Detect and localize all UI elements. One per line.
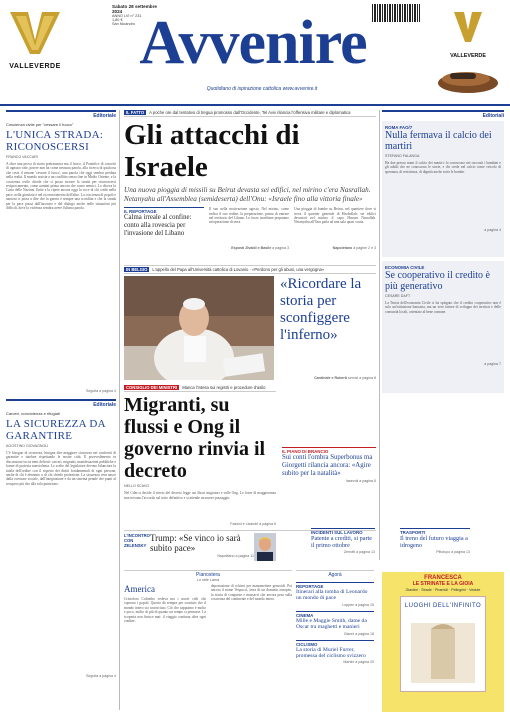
agora-item-2[interactable] [296,611,374,636]
credito-page[interactable]: a pagina 7 [484,362,501,366]
book-cover-art-icon [401,619,485,689]
agora-section [296,570,374,664]
trasporti-page[interactable]: Pittolupo a pagina 13 [436,550,470,554]
lead-right-byline [294,246,376,250]
lead-mid-body: Il suo nella motivazione agosto, Nel mirino, come indica il suo ordine, la preparazione, prima di entrare nel territorio del Libano. Le forze israeliane preparano un'operazione di terra. [209,207,289,225]
agora-item-3[interactable] [296,640,374,665]
pope-page[interactable]: servizi a pagina 8 [348,376,376,381]
editorial-2-body: C'è bisogno di sicurezza, bisogna dire maggiore sicurezza nei confronti di garantire e tutelare rispettando le nostre città. Il provvedimento in discussione tocca temi delicati: carceri, migranti, manifestazioni pubbliche e forme di protesta nonviolenta. Le scelte del legislatore devono bilanciare la tutela dell'ordine con il rispetto dei diritti fondamentali di ogni persona, anche di chi è detenuto o di chi chiede protezione. La sicurezza vera nasce dalla coesione sociale, dall'integrazione e da un sistema penale che punti al recupero più che alla sola punizione. [6,451,116,486]
left-ad-brand: VALLEVERDE [9,63,61,70]
pope-by: Cardinale e Roberti [314,376,348,381]
lead-text-mid [209,207,289,259]
trump-headline: Trump: «Se vinco io sarà subito pace» [150,533,241,554]
lead-right-body: Una pioggia di bombe su Beirut, nel quartiere dove si trova il quartier generale di Hezbollah: sei edifici devastati nel mirino il capo Hassan Nasrallah. Netanyahu all'Onu parla ad una sala quasi vuota. [294,207,376,225]
calcio-body: Ha due presso nomi il calcio dei martiri: lo conoscono nei racconti i bambini e gli adulti che ne conoscono le storie, e chi crede nel calcio come veicolo di speranza, di resistenza, di dignità anche sotto le bombe. [385,161,501,174]
banco-page[interactable]: Iasevoli a pagina 5 [346,479,376,484]
left-ad[interactable] [6,8,64,72]
editorial-1-continue[interactable]: Seguita a pagina 4 [86,389,116,393]
agora-1-page[interactable]: Loppen a pagina 15 [342,602,374,607]
agora-2-page[interactable]: Gianni a pagina 18 [343,631,374,636]
america-body-2: deportazione di schiavi per manomettere genocidi. Poi ancora il nome Vespucci, terra di un dominio europeo, la storia di conquiste e massacri che ancora pesa sulla coscienza del continente e del mondo intero. [211,584,292,602]
reportage-by: Esposti Zivaldi e Basile [231,246,272,251]
america-headline: America [124,584,155,594]
credito-box[interactable] [382,261,504,393]
right-ad-brand: VALLEVERDE [450,53,486,59]
editorial-2-continue[interactable]: Seguita a pagina 4 [86,674,116,678]
masthead [72,0,434,100]
editorial-1-byline: FRANCO VACCARI [6,155,38,159]
reportage-headline: Calma irreale al confine: conto alla rovescia per l'invasione del Libano [124,214,192,238]
lead-right-page[interactable]: a pagine 2 e 3 [353,246,376,251]
issue-price: 1,80 € [112,18,123,22]
agora-item-1[interactable] [296,582,374,607]
incidenti-headline: Patente a crediti, si parte il primo ottobre [311,535,372,549]
trasporti-story[interactable] [400,528,470,554]
belgio-strip [124,265,376,274]
pope-photo [124,276,274,380]
main-column [124,110,376,562]
calcio-headline: Nulla fermava il calcio dei martiri [385,130,492,152]
pope-quote-box [274,276,376,380]
book-ad-text: Giardini · Strade · Piramidi · Pellegrini · Vedute [405,588,481,592]
issue-number: ANNO LVI n° 231 [112,14,142,18]
lead-headline[interactable]: Gli attacchi di Israele [124,119,300,183]
reportage-box[interactable] [124,207,204,259]
agora-2-headline: Mille e Maggie Smith, dame da Oscar tra maghetti e manieri [296,617,367,631]
incidenti-label: INCIDENTI SUL LAVORO [311,528,375,535]
calcio-byline: STEFANO FALANGA [385,154,420,158]
incidenti-story[interactable] [311,528,375,554]
valleverde-v-logo-icon [6,8,64,58]
editorial-2-kicker: Carceri, nonviolenza e rifugiati [6,411,60,416]
issue-edition: San Nicandro [112,22,136,26]
trasporti-headline: Il treno del futuro viaggia a idrogeno [400,535,468,549]
right-editorial-tag: Editoriali [382,110,504,119]
pope-quote: «Ricordare la storia per sconfiggere l'inferno» [280,276,362,344]
agora-2-label: CINEMA [296,611,374,618]
editorial-2-headline[interactable]: LA SICUREZZA DA GARANTIRE [6,418,106,442]
agora-title: Agorà [328,572,342,578]
migranti-byline: NELLO SCAVO [124,484,150,489]
reportage-page[interactable]: a pagina 3 [272,246,289,251]
migranti-row [124,385,376,526]
migranti-body: Nel Cdm si decide il rinvio del decreto legge sui flussi migratori e sulle Ong. Le forze di maggioranza non trovano l'accordo sul testo definitivo e si attende un nuovo passaggio. [124,491,276,500]
left-column [6,110,116,710]
banco-story[interactable] [282,447,376,526]
editorial-1-headline[interactable]: L'UNICA STRADA: RICONOSCERSI [6,129,104,153]
migranti-strip [124,385,276,392]
sandal-icon [432,59,504,99]
america-body: Cristoforo Colombo vedeva ma i nuovi cieli che coprono i popoli. Questo dà sempre per scontato che il mondo intero sia conosciuto. Ciò che sappiamo è molto e poco, molto di più di quanto un tempo si pensasse. La scoperta non finisce mai: il viaggio continua oltre ogni confine. [124,597,206,624]
editorial-2-byline: AGOSTINO GIOVAGNOLI [6,444,49,448]
lead-right-by: Napoletano [332,246,353,251]
pope-story[interactable] [124,276,376,380]
newspaper-title: Avvenire [139,9,367,77]
agora-1-headline: Itinerari alla tomba di Leonardo un mondo di pace [296,589,368,602]
incidenti-page[interactable]: Zerrotti a pagina 13 [343,550,375,554]
newspaper-subtitle: Quotidiano di ispirazione cattolica www.avvenire.it [206,86,318,92]
calcio-box[interactable] [382,121,504,257]
agora-1-label: REPORTAGE [296,582,374,589]
migranti-headline: Migranti, su flussi e Ong il governo rinvia il decreto [124,394,266,483]
credito-kicker: ECONOMIA CIVILE [385,265,425,270]
credito-body: La Teoria dell'economia Civile ci ha spiegato che il credito cooperativo non è solo un'istituzione bancaria, ma un vero fattore di sviluppo dei territori e delle comunità locali, orientato al bene comune. [385,301,501,314]
issue-year: 2024 [112,9,123,14]
calcio-page[interactable]: a pagina 4 [484,228,501,232]
right-ad[interactable] [432,8,504,96]
lead-deck: Una nuova pioggia di missili su Beirut devasta sei edifici, nel mirino c'era Nasrallah. Netanyahu all'Assemblea (semideserta) dell'Onu: «Israele fino alla vittoria finale» [124,186,371,203]
lead-strip-label: IL FATTO [126,110,145,115]
lead-subrow [124,207,376,259]
lead-strip-text: A poche ore dal tentativo di tregua promosso dall'Occidente, Tel Aviv rilancia l'offensiva militare e diplomatica [149,110,351,115]
editorial-1-body: A oltre una prova di storia pretraumica ma il fuoco, il Pontefice di concetti di ognuno vale, potere non ha come nessuna parola, alla ricerca di qualcosa che cessi il rimane 'cessare il fuoco', una parola che oggi sembra perduta nella realtà. Il mondo assiste a un conflitto senza fine in Medio Oriente, e la coscienza civile chiede che si possa trovare la strada per riconoscersi reciprocamente, come uomini prima ancora che come nemici. Lo diceva la Carta delle Nazioni Unite e lo ripete ancora oggi la voce di chi crede nella pace, nella giustizia e nel riconoscimento dell'altro. La coscienza di popoli e nazioni ci porta a dire che la guerra è sempre una sconfitta e che la strada per la pace passa dall'incontro e dal dialogo anche nelle situazioni più difficili, dove la violenza sembra avere l'ultima parola. [6,162,116,211]
pianostera-section [124,570,292,703]
america-column-2 [211,584,292,703]
trump-page[interactable]: Napolitano a pagina 11 [217,554,254,559]
lead-strip [124,110,376,117]
book-ad-title: FRANCESCA [424,575,462,581]
agora-3-headline: La storia di Muriel Furrer, promessa del ciclismo svizzero [296,646,366,660]
reportage-label: IL REPORTAGE [124,207,204,214]
banco-label: IL PIANO DI BRANCIO [282,447,376,454]
migranti-label: CONSIGLIO DEI MINISTRI [126,385,178,391]
trasporti-label: TRASPORTI [400,528,470,535]
migranti-story[interactable] [124,385,276,526]
editorial-tag-1: Editoriale [6,110,116,119]
column-divider-left [119,110,120,710]
agora-3-label: CICLISMO [296,640,374,647]
trump-label: L'INCONTRO CON ZELENSKY [124,533,150,549]
agora-3-page[interactable]: Martini a pagina 20 [343,660,374,665]
column-divider-right [379,110,380,560]
banco-headline: Sui conti l'ombra Superbonus ma Giorgetti rilancia ancora: «Agire subito per la natalità» [282,454,373,478]
migranti-page[interactable]: Fassini e Lisandri a pagina 6 [230,522,276,527]
book-cover [400,596,486,692]
belgio-label: IN BELGIO [126,267,148,273]
issue-date: Sabato 28 settembre [112,4,157,9]
america-column[interactable] [124,584,206,703]
masthead-divider [0,104,510,106]
belgio-text: L'appello del Papa all'Università cattolica di Lovanio · «Perdono per gli abusi, una vergogna» [152,267,325,273]
book-ad-subtitle: LE STRINATE E LA GIOIA [412,581,474,587]
book-cover-title: LUOGHI DELL'INFINITO [404,603,482,609]
lead-text-right [294,207,376,259]
credito-byline: CESARE DAFT [385,294,411,298]
calcio-kicker: ROMA FAO/7 [385,125,413,130]
pianostera-title: Pianostera [196,572,220,578]
trump-photo [254,533,276,561]
reportage-byline [209,246,289,250]
editorial-tag-2: Editoriale [6,399,116,408]
valleverde-v-small-icon [432,8,504,48]
trump-story[interactable] [124,533,254,562]
pianostera-sub: Lo stile Lama [196,578,220,582]
right-column [382,110,504,393]
pope-byline [314,376,376,380]
migranti-strip-text: Manca l'intesa sui registri e procedure d'asilo [182,385,266,391]
editorial-1-kicker: Coscienza civile per "cessare il fuoco" [6,122,74,127]
credito-headline: Se cooperativo il credito è più generativo [385,270,490,292]
book-ad[interactable] [382,572,504,712]
